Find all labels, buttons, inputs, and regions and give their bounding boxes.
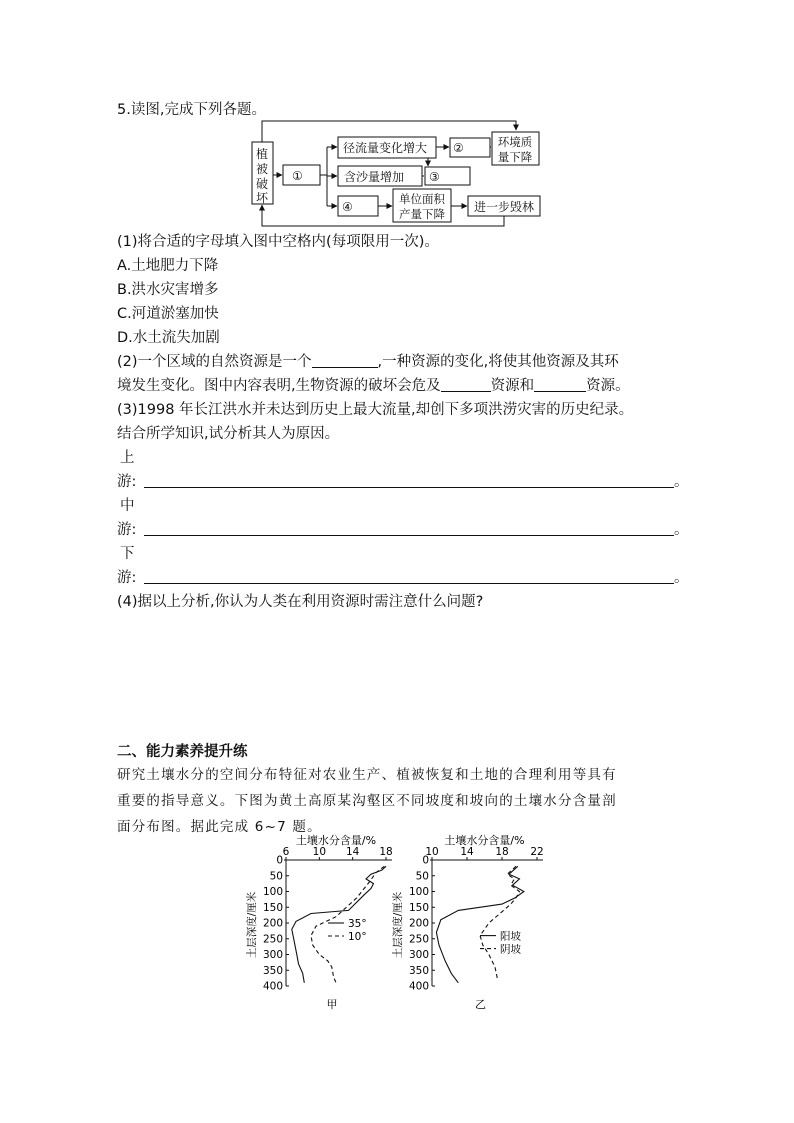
sub2-text1: (2)一个区域的自然资源是一个 [117, 354, 312, 370]
y-tick-label: 400 [408, 980, 429, 993]
env-quality-line1: 环境质 [497, 135, 533, 149]
y-tick-label: 400 [262, 980, 283, 993]
q5-title: 5.读图,完成下列各题。 [117, 102, 266, 118]
x-tick-label: 10 [425, 846, 439, 858]
section2-intro-line2: 重要的指导意义。下图为黄土高原某沟壑区不同坡度和坡向的土壤水分含量剖 [117, 793, 617, 809]
middle-end-mark: 。 [674, 522, 689, 538]
y-tick-label: 300 [262, 949, 283, 961]
q5-sub2-line1 [117, 350, 619, 374]
series-line-0 [436, 866, 524, 983]
y-tick-label: 100 [262, 886, 283, 898]
q5-sub3-line2: 结合所学知识,试分析其人为原因。 [117, 426, 340, 442]
y-tick-label: 350 [262, 964, 283, 977]
env-quality-line2: 量下降 [497, 150, 533, 164]
q5-sub1: (1)将合适的字母填入图中空格内(每项限用一次)。 [117, 234, 439, 250]
legend-label-0: 35° [348, 918, 367, 930]
lower-label-2: 游: [117, 570, 137, 586]
slot4-label: ④ [342, 200, 353, 214]
section2-intro-line3: 面分布图。据此完成 6~7 题。 [117, 819, 322, 835]
veg-char3: 破 [255, 177, 269, 191]
section2-intro-line1: 研究土壤水分的空间分布特征对农业生产、植被恢复和土地的合理利用等具有 [117, 767, 617, 783]
slot2-label: ② [453, 141, 464, 155]
yield-line1: 单位面积 [399, 192, 445, 206]
yield-line2: 产量下降 [399, 207, 445, 221]
y-tick-label: 250 [262, 933, 283, 946]
y-tick-label: 200 [262, 917, 283, 930]
y-tick-label: 150 [262, 901, 283, 914]
flow-diagram [250, 118, 550, 230]
soil-moisture-charts [240, 830, 560, 1016]
y-tick-label: 250 [408, 933, 429, 946]
q5-sub3-line1: (3)1998 年长江洪水并未达到历史上最大流量,却创下多项洪涝灾害的历史纪录。 [117, 402, 634, 418]
upper-end-mark: 。 [674, 474, 689, 490]
sub2-text3: 境发生变化。图中内容表明,生物资源的破坏会危及 [117, 378, 441, 394]
y-axis-label: 土层深度/厘米 [246, 891, 258, 959]
sub2-text2: ,一种资源的变化,将使其他资源及其环 [377, 354, 619, 370]
q5-sub4: (4)据以上分析,你认为人类在利用资源时需注意什么问题? [117, 594, 484, 610]
slot3-label: ③ [429, 170, 440, 184]
q5-sub2-line2 [117, 374, 630, 398]
legend-label-0: 阳坡 [500, 930, 521, 943]
x-tick-label: 22 [530, 846, 544, 858]
chart-yi [391, 833, 544, 1011]
sub2-text5: 资源。 [586, 378, 630, 394]
y-tick-label: 150 [408, 901, 429, 914]
veg-char1: 植 [255, 147, 269, 161]
panel-label: 乙 [475, 998, 486, 1011]
x-tick-label: 18 [379, 846, 393, 858]
option-b: B.洪水灾害增多 [117, 282, 219, 298]
y-tick-label: 100 [408, 886, 429, 898]
sub2-blank3[interactable] [534, 375, 586, 392]
legend-label-1: 10° [348, 931, 367, 943]
y-tick-label: 0 [276, 854, 283, 867]
y-tick-label: 50 [415, 870, 429, 883]
sub2-text4: 资源和 [490, 378, 535, 394]
x-tick-label: 18 [495, 846, 509, 858]
lower-answer-line[interactable] [144, 583, 674, 584]
section2-title: 二、能力素养提升练 [117, 744, 248, 760]
option-d: D.水土流失加剧 [117, 330, 220, 346]
middle-label-1: 中 [120, 498, 135, 514]
y-tick-label: 0 [422, 854, 429, 867]
lower-end-mark: 。 [674, 570, 689, 586]
upper-label-2: 游: [117, 474, 137, 490]
middle-label-2: 游: [117, 522, 137, 538]
upper-answer-line[interactable] [144, 487, 674, 488]
lower-label-1: 下 [120, 546, 135, 562]
sub2-blank1[interactable] [312, 351, 378, 368]
option-a: A.土地肥力下降 [117, 258, 219, 274]
veg-char2: 被 [255, 162, 269, 176]
legend-label-1: 阴坡 [500, 943, 521, 956]
further-label: 进一步毁林 [473, 200, 535, 214]
y-tick-label: 200 [408, 917, 429, 930]
sediment-label: 含沙量增加 [344, 170, 405, 184]
upper-label-1: 上 [120, 450, 135, 466]
panel-label: 甲 [326, 998, 338, 1011]
x-tick-label: 10 [312, 846, 327, 858]
chart-title: 土壤水分含量/% [295, 834, 377, 847]
chart-title: 土壤水分含量/% [444, 834, 525, 847]
y-tick-label: 300 [408, 949, 429, 961]
sub2-blank2[interactable] [441, 375, 491, 392]
y-axis-label: 土层深度/厘米 [392, 891, 404, 959]
x-tick-label: 14 [345, 846, 360, 858]
middle-answer-line[interactable] [144, 535, 674, 536]
series-line-1 [480, 866, 519, 979]
veg-char4: 坏 [255, 191, 269, 205]
option-c: C.河道淤塞加快 [117, 306, 219, 322]
y-tick-label: 350 [408, 964, 429, 977]
slot1-label: ① [292, 169, 303, 183]
series-line-0 [292, 866, 386, 983]
x-tick-label: 6 [282, 846, 290, 858]
chart-jia [245, 833, 393, 1011]
runoff-label: 径流量变化增大 [343, 141, 428, 155]
y-tick-label: 50 [269, 870, 283, 883]
x-tick-label: 14 [460, 846, 474, 858]
